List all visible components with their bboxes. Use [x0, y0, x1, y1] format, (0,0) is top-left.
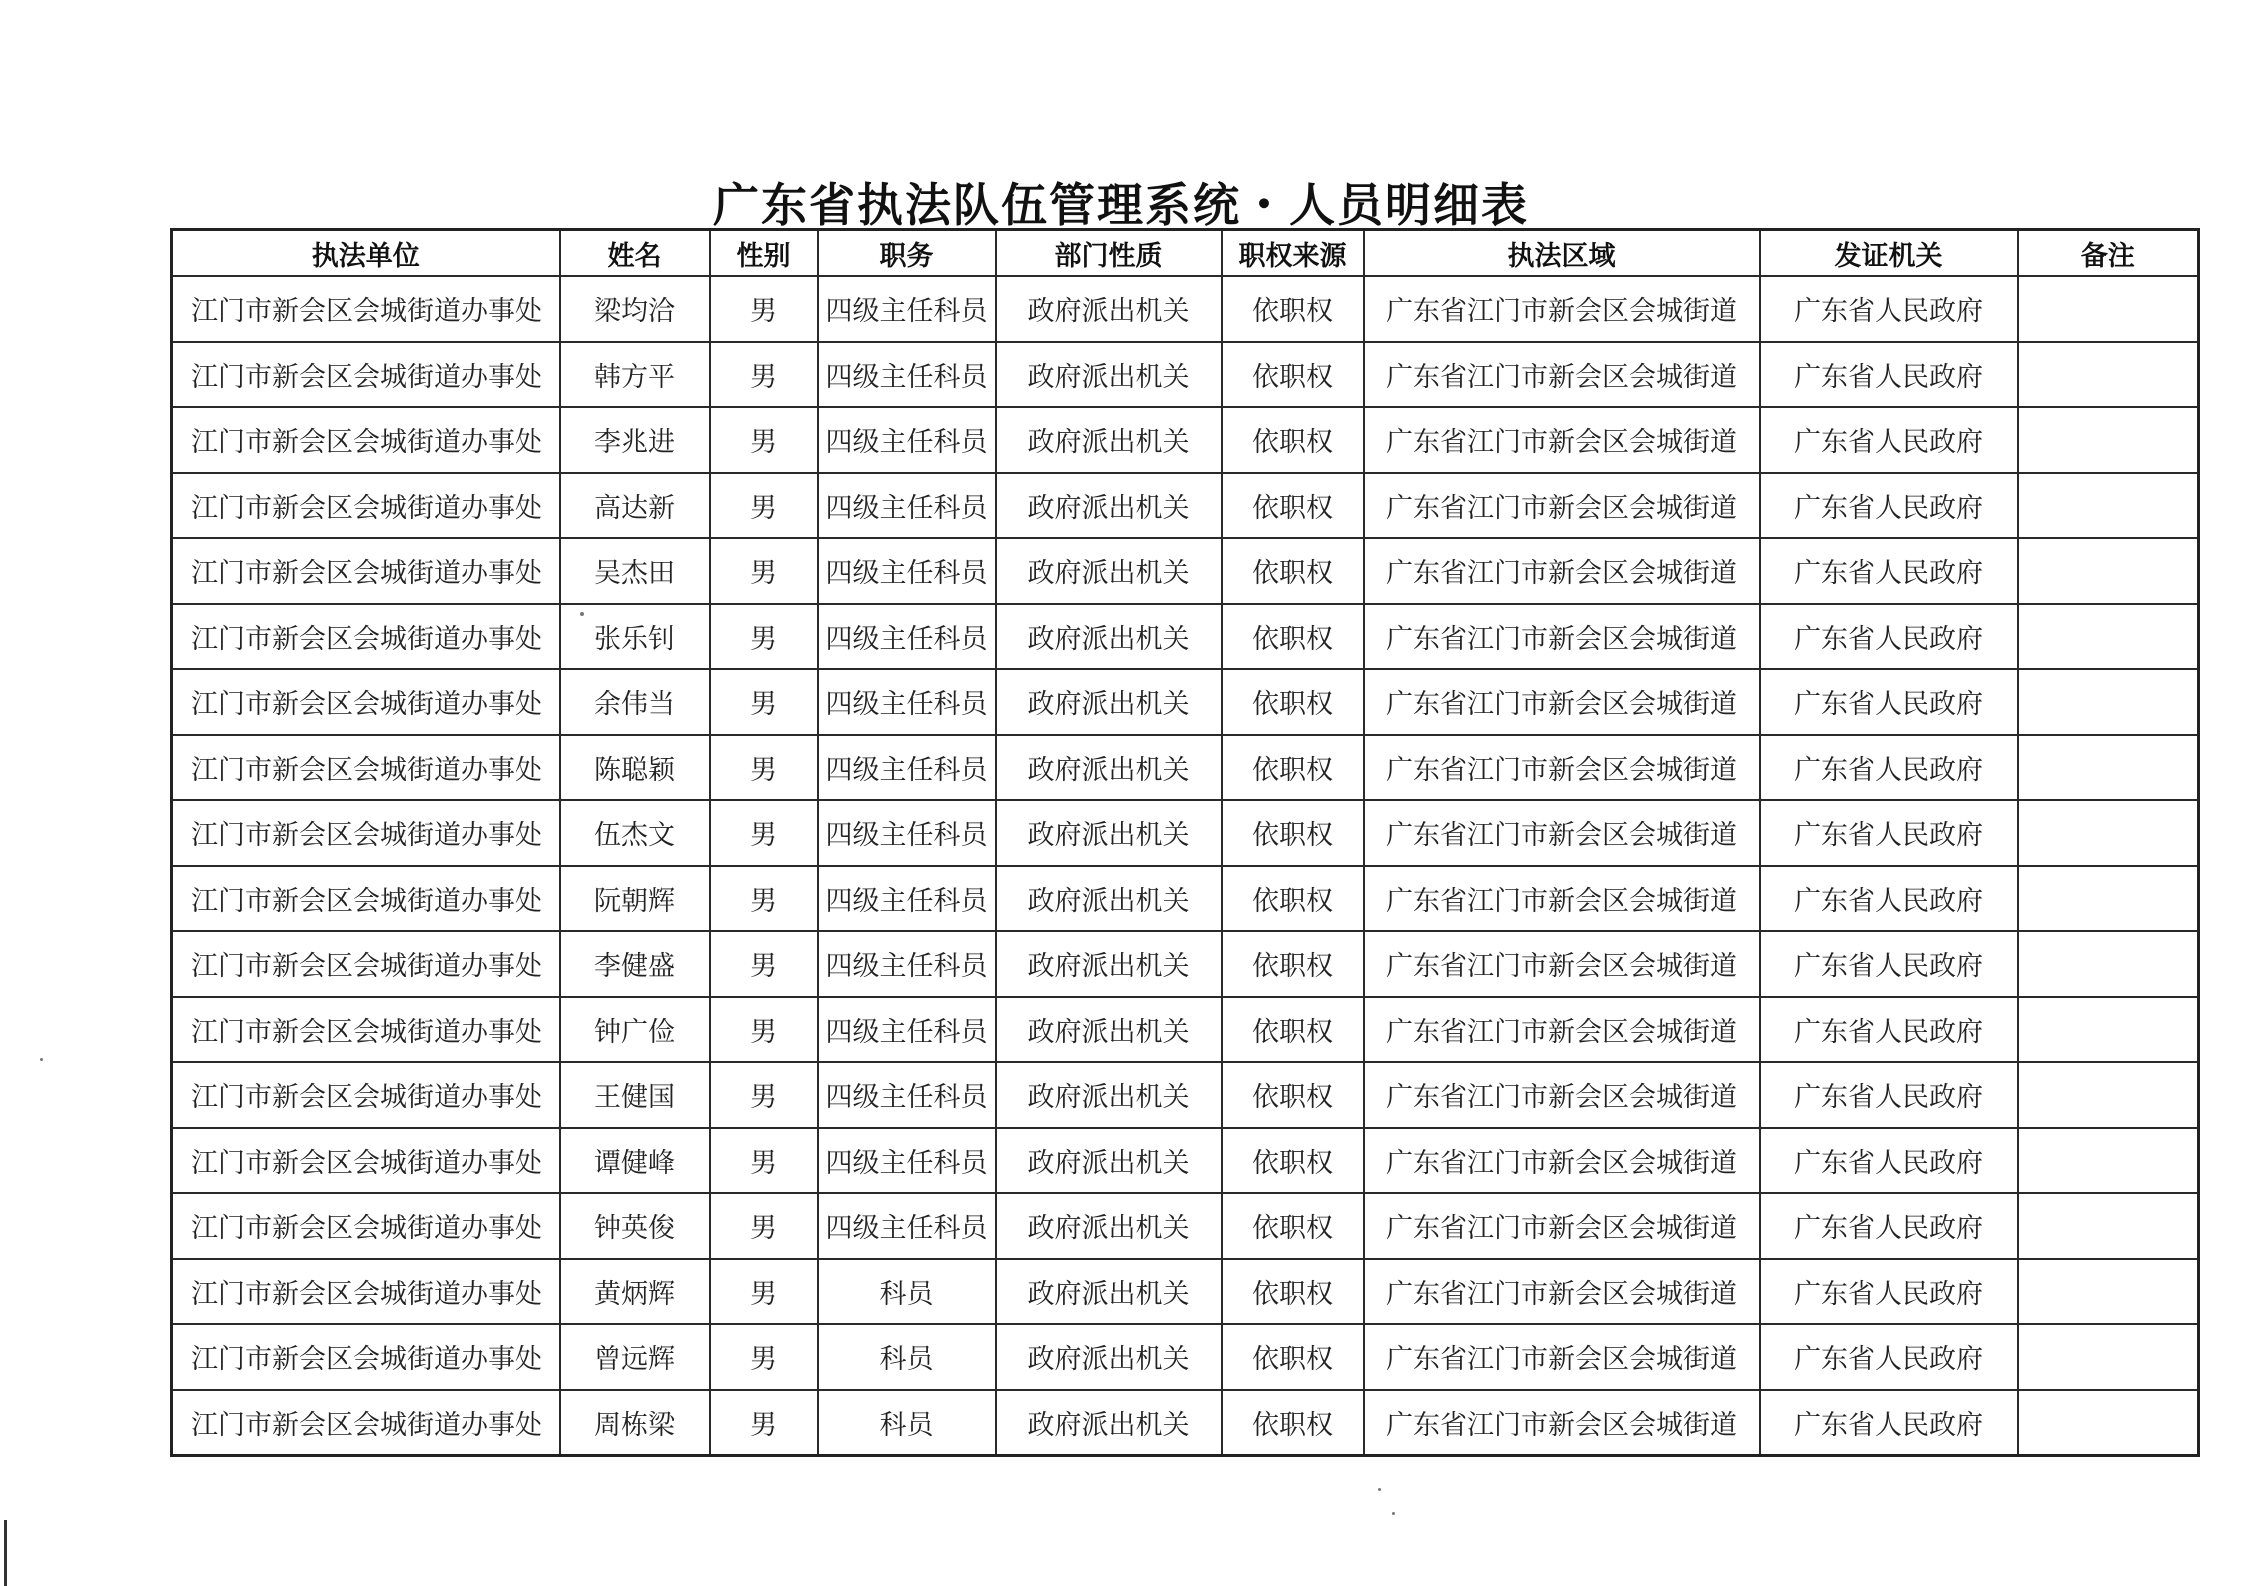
- cell-gender: 男: [710, 276, 818, 342]
- table-row: [172, 735, 2199, 801]
- cell-unit: 江门市新会区会城街道办事处: [172, 538, 560, 604]
- cell-position: 四级主任科员: [818, 276, 996, 342]
- cell-position: 四级主任科员: [818, 669, 996, 735]
- cell-department-type: 政府派出机关: [996, 473, 1222, 539]
- scan-speck: [580, 612, 584, 616]
- cell-unit: 江门市新会区会城街道办事处: [172, 997, 560, 1063]
- header-gender: 性别: [710, 230, 818, 277]
- cell-unit: 江门市新会区会城街道办事处: [172, 604, 560, 670]
- table-row: [172, 473, 2199, 539]
- cell-authority-source: 依职权: [1222, 1324, 1364, 1390]
- cell-authority-source: 依职权: [1222, 538, 1364, 604]
- cell-gender: 男: [710, 1259, 818, 1325]
- cell-enforcement-area: 广东省江门市新会区会城街道: [1364, 407, 1760, 473]
- table-row: [172, 1062, 2199, 1128]
- cell-gender: 男: [710, 931, 818, 997]
- cell-issuing-authority: 广东省人民政府: [1760, 473, 2018, 539]
- table-row: [172, 931, 2199, 997]
- cell-department-type: 政府派出机关: [996, 276, 1222, 342]
- cell-remarks: [2018, 800, 2199, 866]
- cell-issuing-authority: 广东省人民政府: [1760, 604, 2018, 670]
- cell-department-type: 政府派出机关: [996, 604, 1222, 670]
- cell-position: 四级主任科员: [818, 735, 996, 801]
- cell-remarks: [2018, 604, 2199, 670]
- scan-speck: [40, 1058, 43, 1061]
- cell-issuing-authority: 广东省人民政府: [1760, 866, 2018, 932]
- cell-position: 四级主任科员: [818, 866, 996, 932]
- cell-unit: 江门市新会区会城街道办事处: [172, 669, 560, 735]
- cell-gender: 男: [710, 1193, 818, 1259]
- cell-unit: 江门市新会区会城街道办事处: [172, 1324, 560, 1390]
- cell-remarks: [2018, 1259, 2199, 1325]
- scan-edge-mark: [4, 1520, 7, 1586]
- cell-department-type: 政府派出机关: [996, 1390, 1222, 1456]
- cell-unit: 江门市新会区会城街道办事处: [172, 735, 560, 801]
- cell-remarks: [2018, 473, 2199, 539]
- cell-enforcement-area: 广东省江门市新会区会城街道: [1364, 669, 1760, 735]
- cell-name: 周栋梁: [560, 1390, 710, 1456]
- cell-enforcement-area: 广东省江门市新会区会城街道: [1364, 931, 1760, 997]
- table-row: [172, 1324, 2199, 1390]
- cell-issuing-authority: 广东省人民政府: [1760, 342, 2018, 408]
- cell-remarks: [2018, 1062, 2199, 1128]
- cell-department-type: 政府派出机关: [996, 1062, 1222, 1128]
- cell-enforcement-area: 广东省江门市新会区会城街道: [1364, 997, 1760, 1063]
- table-row: [172, 407, 2199, 473]
- cell-authority-source: 依职权: [1222, 931, 1364, 997]
- header-authority-source: 职权来源: [1222, 230, 1364, 277]
- cell-department-type: 政府派出机关: [996, 538, 1222, 604]
- cell-name: 李兆进: [560, 407, 710, 473]
- cell-gender: 男: [710, 604, 818, 670]
- cell-enforcement-area: 广东省江门市新会区会城街道: [1364, 604, 1760, 670]
- cell-gender: 男: [710, 1324, 818, 1390]
- cell-issuing-authority: 广东省人民政府: [1760, 997, 2018, 1063]
- cell-gender: 男: [710, 1128, 818, 1194]
- cell-enforcement-area: 广东省江门市新会区会城街道: [1364, 1062, 1760, 1128]
- cell-name: 韩方平: [560, 342, 710, 408]
- cell-position: 四级主任科员: [818, 1062, 996, 1128]
- cell-issuing-authority: 广东省人民政府: [1760, 1128, 2018, 1194]
- cell-name: 曾远辉: [560, 1324, 710, 1390]
- table-row: [172, 997, 2199, 1063]
- cell-unit: 江门市新会区会城街道办事处: [172, 276, 560, 342]
- cell-enforcement-area: 广东省江门市新会区会城街道: [1364, 1128, 1760, 1194]
- cell-issuing-authority: 广东省人民政府: [1760, 931, 2018, 997]
- cell-department-type: 政府派出机关: [996, 1193, 1222, 1259]
- header-enforcement-area: 执法区域: [1364, 230, 1760, 277]
- cell-department-type: 政府派出机关: [996, 866, 1222, 932]
- cell-name: 王健国: [560, 1062, 710, 1128]
- cell-position: 科员: [818, 1324, 996, 1390]
- cell-name: 阮朝辉: [560, 866, 710, 932]
- cell-gender: 男: [710, 1062, 818, 1128]
- table-row: [172, 538, 2199, 604]
- cell-position: 四级主任科员: [818, 997, 996, 1063]
- cell-unit: 江门市新会区会城街道办事处: [172, 1193, 560, 1259]
- cell-position: 四级主任科员: [818, 473, 996, 539]
- cell-department-type: 政府派出机关: [996, 1128, 1222, 1194]
- cell-unit: 江门市新会区会城街道办事处: [172, 866, 560, 932]
- cell-department-type: 政府派出机关: [996, 1259, 1222, 1325]
- table-row: [172, 276, 2199, 342]
- cell-name: 张乐钊: [560, 604, 710, 670]
- cell-gender: 男: [710, 538, 818, 604]
- cell-position: 四级主任科员: [818, 604, 996, 670]
- cell-gender: 男: [710, 800, 818, 866]
- cell-remarks: [2018, 1128, 2199, 1194]
- cell-department-type: 政府派出机关: [996, 669, 1222, 735]
- cell-authority-source: 依职权: [1222, 407, 1364, 473]
- table-row: [172, 604, 2199, 670]
- header-name: 姓名: [560, 230, 710, 277]
- cell-position: 四级主任科员: [818, 342, 996, 408]
- cell-enforcement-area: 广东省江门市新会区会城街道: [1364, 735, 1760, 801]
- cell-name: 黄炳辉: [560, 1259, 710, 1325]
- cell-department-type: 政府派出机关: [996, 931, 1222, 997]
- table-row: [172, 1390, 2199, 1456]
- cell-gender: 男: [710, 1390, 818, 1456]
- cell-enforcement-area: 广东省江门市新会区会城街道: [1364, 800, 1760, 866]
- cell-position: 四级主任科员: [818, 407, 996, 473]
- cell-authority-source: 依职权: [1222, 866, 1364, 932]
- cell-enforcement-area: 广东省江门市新会区会城街道: [1364, 1324, 1760, 1390]
- cell-issuing-authority: 广东省人民政府: [1760, 276, 2018, 342]
- header-issuing-authority: 发证机关: [1760, 230, 2018, 277]
- header-unit: 执法单位: [172, 230, 560, 277]
- cell-enforcement-area: 广东省江门市新会区会城街道: [1364, 1193, 1760, 1259]
- cell-unit: 江门市新会区会城街道办事处: [172, 1390, 560, 1456]
- cell-gender: 男: [710, 735, 818, 801]
- cell-unit: 江门市新会区会城街道办事处: [172, 1128, 560, 1194]
- cell-remarks: [2018, 866, 2199, 932]
- cell-authority-source: 依职权: [1222, 1062, 1364, 1128]
- cell-gender: 男: [710, 997, 818, 1063]
- cell-name: 高达新: [560, 473, 710, 539]
- cell-enforcement-area: 广东省江门市新会区会城街道: [1364, 1390, 1760, 1456]
- cell-authority-source: 依职权: [1222, 800, 1364, 866]
- cell-gender: 男: [710, 473, 818, 539]
- header-department-type: 部门性质: [996, 230, 1222, 277]
- cell-unit: 江门市新会区会城街道办事处: [172, 931, 560, 997]
- cell-unit: 江门市新会区会城街道办事处: [172, 473, 560, 539]
- cell-issuing-authority: 广东省人民政府: [1760, 1390, 2018, 1456]
- cell-authority-source: 依职权: [1222, 1390, 1364, 1456]
- cell-issuing-authority: 广东省人民政府: [1760, 1193, 2018, 1259]
- cell-gender: 男: [710, 669, 818, 735]
- cell-name: 钟广俭: [560, 997, 710, 1063]
- cell-department-type: 政府派出机关: [996, 342, 1222, 408]
- cell-gender: 男: [710, 342, 818, 408]
- cell-authority-source: 依职权: [1222, 1128, 1364, 1194]
- cell-department-type: 政府派出机关: [996, 735, 1222, 801]
- cell-enforcement-area: 广东省江门市新会区会城街道: [1364, 342, 1760, 408]
- table-row: [172, 800, 2199, 866]
- cell-issuing-authority: 广东省人民政府: [1760, 800, 2018, 866]
- cell-remarks: [2018, 1193, 2199, 1259]
- cell-position: 四级主任科员: [818, 931, 996, 997]
- cell-unit: 江门市新会区会城街道办事处: [172, 1259, 560, 1325]
- cell-gender: 男: [710, 866, 818, 932]
- cell-name: 伍杰文: [560, 800, 710, 866]
- cell-name: 余伟当: [560, 669, 710, 735]
- cell-authority-source: 依职权: [1222, 473, 1364, 539]
- header-position: 职务: [818, 230, 996, 277]
- cell-enforcement-area: 广东省江门市新会区会城街道: [1364, 473, 1760, 539]
- cell-unit: 江门市新会区会城街道办事处: [172, 800, 560, 866]
- cell-enforcement-area: 广东省江门市新会区会城街道: [1364, 1259, 1760, 1325]
- cell-remarks: [2018, 342, 2199, 408]
- table-header-row: [172, 230, 2199, 277]
- scan-speck: [1378, 1488, 1381, 1491]
- cell-issuing-authority: 广东省人民政府: [1760, 1259, 2018, 1325]
- cell-remarks: [2018, 407, 2199, 473]
- cell-authority-source: 依职权: [1222, 735, 1364, 801]
- cell-authority-source: 依职权: [1222, 342, 1364, 408]
- cell-name: 梁均洽: [560, 276, 710, 342]
- cell-remarks: [2018, 931, 2199, 997]
- cell-name: 李健盛: [560, 931, 710, 997]
- personnel-table: [170, 228, 2200, 1457]
- cell-remarks: [2018, 997, 2199, 1063]
- cell-unit: 江门市新会区会城街道办事处: [172, 1062, 560, 1128]
- cell-authority-source: 依职权: [1222, 604, 1364, 670]
- cell-issuing-authority: 广东省人民政府: [1760, 1062, 2018, 1128]
- cell-unit: 江门市新会区会城街道办事处: [172, 342, 560, 408]
- cell-department-type: 政府派出机关: [996, 1324, 1222, 1390]
- table-row: [172, 866, 2199, 932]
- table-row: [172, 1193, 2199, 1259]
- cell-remarks: [2018, 1324, 2199, 1390]
- cell-gender: 男: [710, 407, 818, 473]
- cell-issuing-authority: 广东省人民政府: [1760, 1324, 2018, 1390]
- cell-authority-source: 依职权: [1222, 1193, 1364, 1259]
- cell-name: 钟英俊: [560, 1193, 710, 1259]
- cell-position: 四级主任科员: [818, 538, 996, 604]
- cell-position: 四级主任科员: [818, 800, 996, 866]
- cell-issuing-authority: 广东省人民政府: [1760, 538, 2018, 604]
- cell-department-type: 政府派出机关: [996, 407, 1222, 473]
- cell-issuing-authority: 广东省人民政府: [1760, 669, 2018, 735]
- cell-name: 谭健峰: [560, 1128, 710, 1194]
- cell-position: 四级主任科员: [818, 1128, 996, 1194]
- cell-unit: 江门市新会区会城街道办事处: [172, 407, 560, 473]
- cell-issuing-authority: 广东省人民政府: [1760, 407, 2018, 473]
- table-row: [172, 1259, 2199, 1325]
- cell-authority-source: 依职权: [1222, 997, 1364, 1063]
- cell-department-type: 政府派出机关: [996, 800, 1222, 866]
- table-row: [172, 342, 2199, 408]
- cell-position: 科员: [818, 1390, 996, 1456]
- cell-name: 吴杰田: [560, 538, 710, 604]
- cell-remarks: [2018, 735, 2199, 801]
- cell-position: 科员: [818, 1259, 996, 1325]
- cell-authority-source: 依职权: [1222, 669, 1364, 735]
- cell-issuing-authority: 广东省人民政府: [1760, 735, 2018, 801]
- table-row: [172, 669, 2199, 735]
- table-row: [172, 1128, 2199, 1194]
- cell-remarks: [2018, 1390, 2199, 1456]
- cell-remarks: [2018, 538, 2199, 604]
- cell-enforcement-area: 广东省江门市新会区会城街道: [1364, 866, 1760, 932]
- header-remarks: 备注: [2018, 230, 2199, 277]
- cell-enforcement-area: 广东省江门市新会区会城街道: [1364, 538, 1760, 604]
- page-title: 广东省执法队伍管理系统・人员明细表: [713, 177, 1529, 232]
- cell-enforcement-area: 广东省江门市新会区会城街道: [1364, 276, 1760, 342]
- scan-speck: [1392, 1512, 1395, 1515]
- cell-department-type: 政府派出机关: [996, 997, 1222, 1063]
- cell-authority-source: 依职权: [1222, 1259, 1364, 1325]
- cell-authority-source: 依职权: [1222, 276, 1364, 342]
- cell-remarks: [2018, 669, 2199, 735]
- cell-name: 陈聪颖: [560, 735, 710, 801]
- cell-remarks: [2018, 276, 2199, 342]
- cell-position: 四级主任科员: [818, 1193, 996, 1259]
